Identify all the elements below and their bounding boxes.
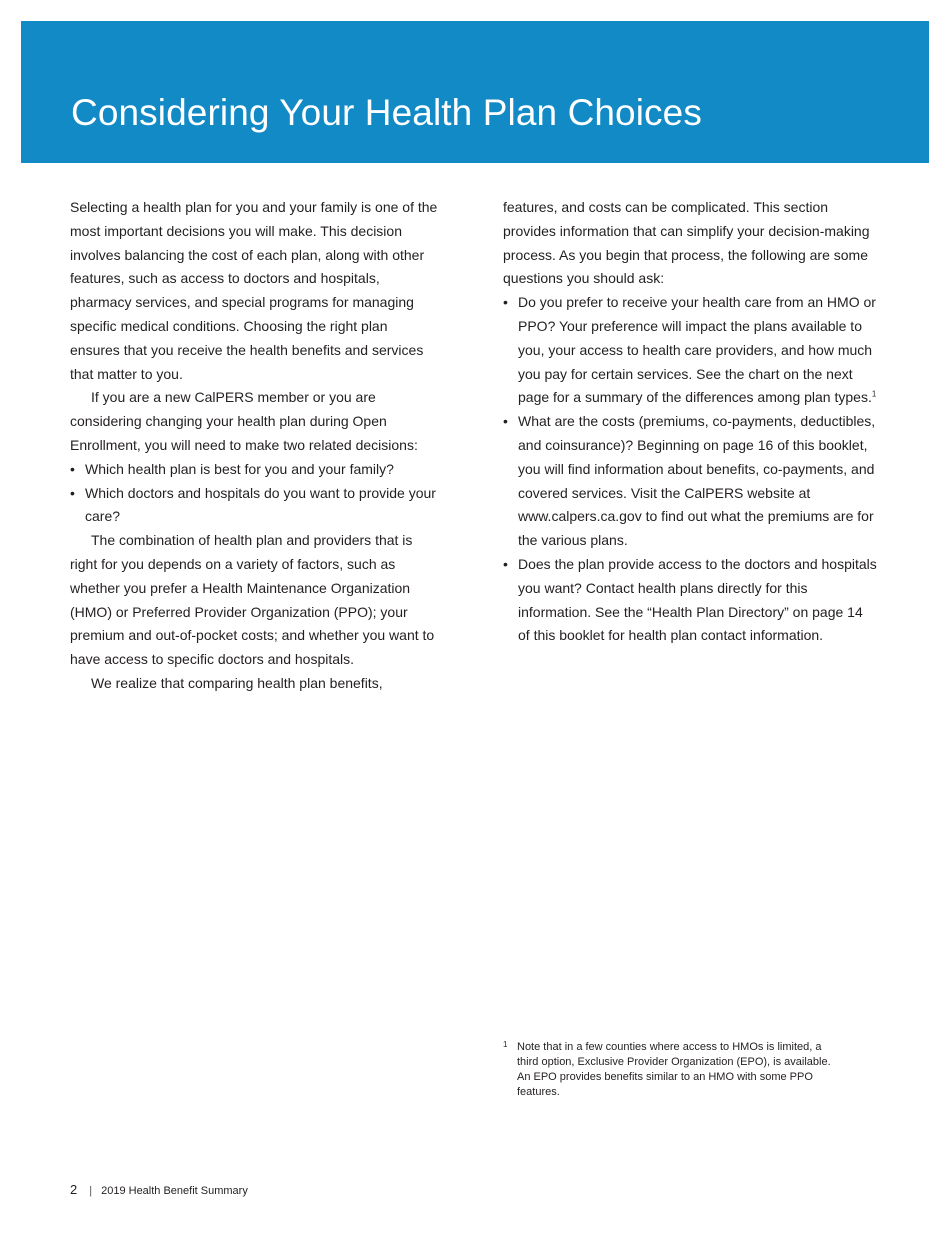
footnote-text: Note that in a few counties where access to HMOs is limited, a third option, Exclusive Provider Organization (EPO), is available. An EPO provides benefits similar to an HMO with some PPO features.: [517, 1041, 831, 1098]
bullet-icon: •: [503, 413, 508, 430]
list-item: • Which doctors and hospitals do you want to provide your care?: [70, 482, 440, 530]
page-title: Considering Your Health Plan Choices: [71, 92, 702, 133]
bullet-icon: •: [503, 555, 508, 572]
bullet-icon: •: [70, 484, 75, 501]
footnote: [503, 1040, 833, 1100]
page-footer: [70, 1182, 248, 1199]
page-number: 2: [70, 1182, 78, 1197]
questions-list: [503, 291, 877, 648]
list-item: • What are the costs (premiums, co-payments, deductibles, and coinsurance)? Beginning on page 16 of this booklet, you will find information about benefits, co-payments, and covered services. Visit the CalPERS website at www.calpers.ca.gov to find out what the premiums are for the various plans.: [503, 410, 877, 553]
list-item: • Do you prefer to receive your health care from an HMO or PPO? Your preference will impact the plans available to you, your access to health care providers, and how much you pay for certain services. See the chart on the next page for a summary of the differences among plan types.$^1$: [503, 291, 877, 410]
paragraph-comparing: We realize that comparing health plan benefits,: [91, 674, 383, 691]
bullet-icon: •: [503, 294, 508, 311]
paragraph-factors: The combination of health plan and providers that is right for you depends on a variety of factors, such as whether you prefer a Health Maintenance Organization (HMO) or Preferred Provider Organization (PPO); your premium and out-of-pocket costs; and whether you want to have access to specific doctors and hospitals.: [70, 532, 435, 668]
paragraph-decisions: If you are a new CalPERS member or you are considering changing your health plan during Open Enrollment, you will need to make two related decisions:: [70, 389, 418, 453]
footnote-number: 1: [503, 1040, 508, 1049]
right-column: [503, 196, 877, 648]
left-column: [70, 196, 440, 696]
calpers-website-link[interactable]: www.calpers.ca.gov: [518, 508, 642, 525]
paragraph-continued: features, and costs can be complicated. This section provides information that can simplify your decision-making process. As you begin that process, the following are some questions you should ask:: [503, 199, 870, 287]
list-item: • Which health plan is best for you and your family?: [70, 458, 440, 482]
document-title: 2019 Health Benefit Summary: [101, 1185, 248, 1197]
header-banner: [21, 21, 929, 163]
footnote-reference[interactable]: 1: [871, 389, 877, 399]
decision-list: [70, 458, 440, 529]
footer-separator: |: [89, 1185, 93, 1197]
bullet-icon: •: [70, 460, 75, 477]
list-item: • Does the plan provide access to the doctors and hospitals you want? Contact health plans directly for this information. See the “Health Plan Directory” on page 14 of this booklet for health plan contact information.: [503, 553, 877, 648]
paragraph-intro: Selecting a health plan for you and your family is one of the most important decisions you will make. This decision involves balancing the cost of each plan, along with other features, such as access to doctors and hospitals, pharmacy services, and special programs for managing specific medical conditions. Choosing the right plan ensures that you receive the health benefits and services that matter to you.: [70, 199, 438, 382]
